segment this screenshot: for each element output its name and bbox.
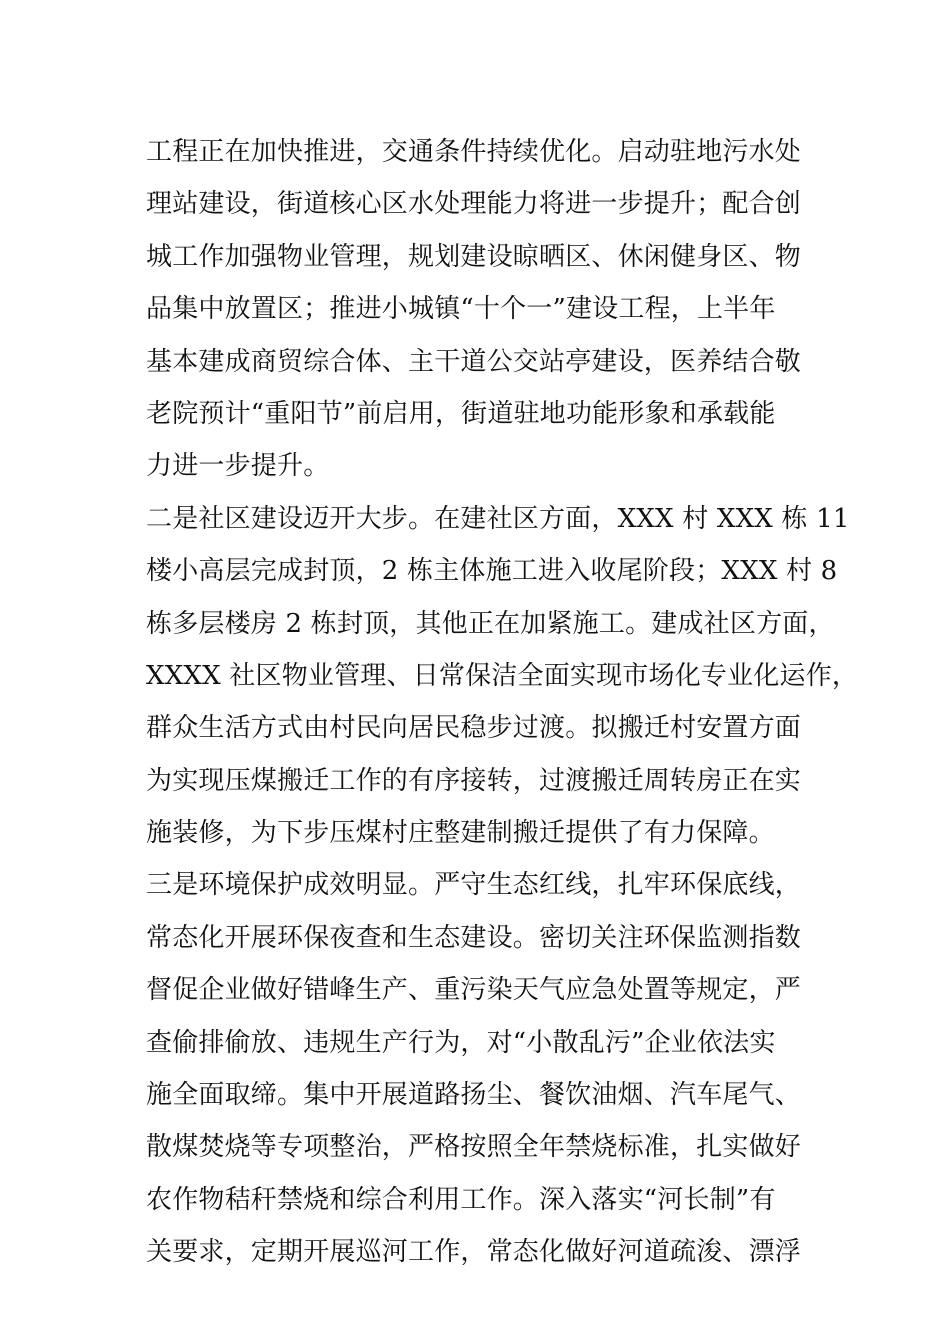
body-text [146, 126, 859, 1279]
text-line: 散煤焚烧等专项整治，严格按照全年禁烧标准，扎实做好 [146, 1132, 802, 1163]
text-line: 二是社区建设迈开大步。在建社区方面，XXX 村 XXX 栋 11 [146, 503, 850, 534]
text-line: 三是环境保护成效明显。严守生态红线，扎牢环保底线， [146, 870, 802, 901]
text-line: 栋多层楼房 2 栋封顶，其他正在加紧施工。建成社区方面， [146, 608, 835, 639]
text-line: XXXX 社区物业管理、日常保洁全面实现市场化专业化运作， [146, 660, 859, 691]
text-line: 力进一步提升。 [146, 451, 330, 482]
text-line: 农作物秸秆禁烧和综合利用工作。深入落实“河长制”有 [146, 1184, 776, 1215]
text-line: 楼小高层完成封顶，2 栋主体施工进入收尾阶段；XXX 村 8 [146, 556, 838, 587]
text-line: 施装修，为下步压煤村庄整建制搬迁提供了有力保障。 [146, 818, 775, 849]
text-line: 施全面取缔。集中开展道路扬尘、餐饮油烟、汽车尾气、 [146, 1080, 802, 1111]
text-line: 为实现压煤搬迁工作的有序接转，过渡搬迁周转房正在实 [146, 765, 802, 796]
text-line: 理站建设，街道核心区水处理能力将进一步提升；配合创 [146, 189, 802, 220]
text-line: 基本建成商贸综合体、主干道公交站亭建设，医养结合敬 [146, 346, 802, 377]
text-line: 督促企业做好错峰生产、重污染天气应急处置等规定，严 [146, 975, 802, 1006]
text-line: 城工作加强物业管理，规划建设晾晒区、休闲健身区、物 [146, 241, 802, 272]
text-line: 常态化开展环保夜查和生态建设。密切关注环保监测指数 [146, 922, 802, 953]
text-line: 老院预计“重阳节”前启用，街道驻地功能形象和承载能 [146, 398, 776, 429]
text-line: 关要求，定期开展巡河工作，常态化做好河道疏浚、漂浮 [146, 1237, 802, 1268]
text-line: 查偷排偷放、违规生产行为，对“小散乱污”企业依法实 [146, 1027, 776, 1058]
text-line: 工程正在加快推进，交通条件持续优化。启动驻地污水处 [146, 137, 802, 167]
text-line: 群众生活方式由村民向居民稳步过渡。拟搬迁村安置方面 [146, 713, 802, 744]
text-line: 品集中放置区；推进小城镇“十个一”建设工程，上半年 [146, 294, 776, 325]
